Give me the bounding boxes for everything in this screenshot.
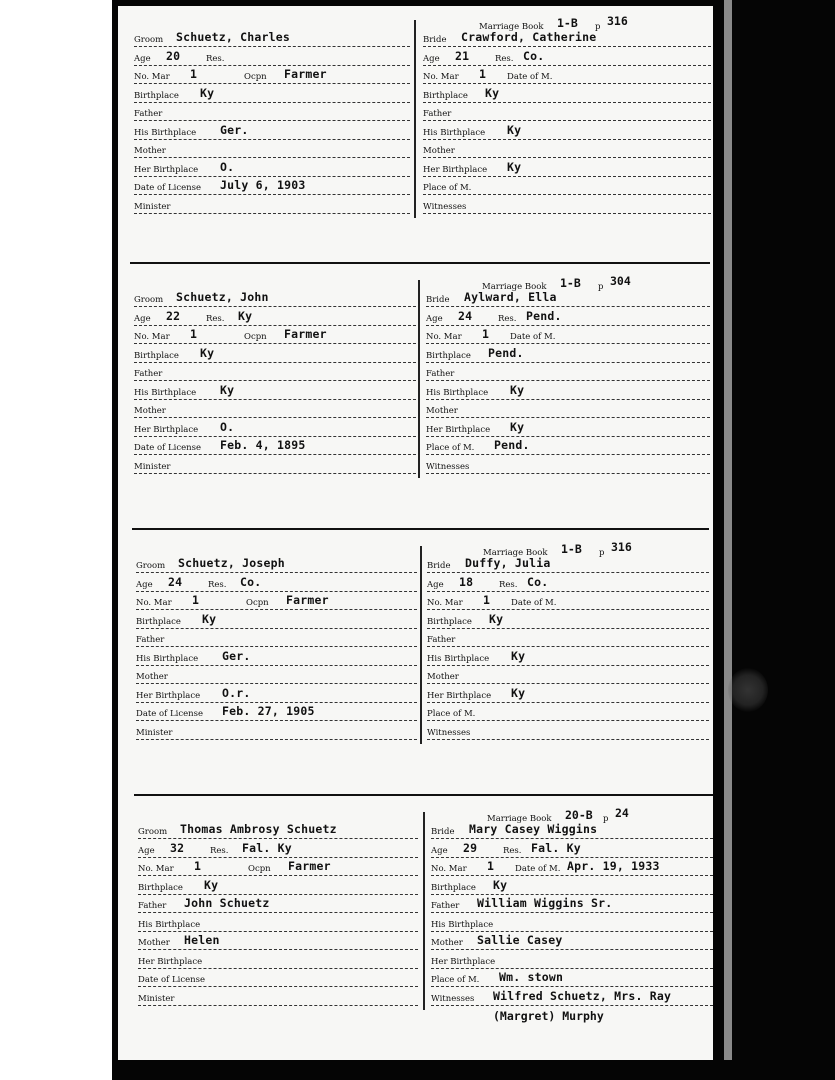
bride-no-mar-label: No. Mar [431, 864, 467, 874]
groom-father-label: Father [136, 635, 165, 645]
bride-place-of-m-label: Place of M. [427, 709, 476, 719]
groom-birthplace-value: Ky [204, 877, 219, 892]
groom-mother-row [136, 665, 417, 684]
page-label: p [603, 814, 609, 824]
bride-witnesses-row [426, 455, 710, 474]
bride-no-mar-row [427, 591, 709, 610]
groom-birthplace-row [134, 344, 416, 363]
groom-his-birthplace-label: His Birthplace [134, 387, 197, 398]
bride-age-value: 24 [458, 308, 473, 323]
groom-no-mar-value: 1 [192, 593, 200, 607]
bride-birthplace-value: Ky [489, 611, 504, 626]
bride-bride-value: Crawford, Catherine [461, 30, 597, 44]
bride-age-row [431, 839, 713, 858]
groom-age-label: Age [134, 313, 151, 324]
groom-father-row [134, 362, 416, 381]
groom-date-of-license-row [134, 436, 416, 455]
groom-no-mar-value: 1 [190, 327, 198, 341]
bride-witnesses-row [423, 195, 711, 214]
groom-mother-label: Mother [138, 938, 170, 948]
column-divider [414, 20, 416, 218]
bride-place-of-m-label: Place of M. [426, 443, 475, 453]
marriage-record-card [118, 262, 713, 528]
groom-no-mar-row [138, 857, 418, 876]
bride-his-birthplace-label: His Birthplace [426, 387, 489, 398]
bride-witnesses-label: Witnesses [431, 993, 475, 1004]
groom-his-birthplace-label: His Birthplace [134, 127, 197, 138]
bride-age-row [423, 47, 711, 66]
bride-no-mar-value: 1 [483, 593, 491, 607]
bride-father-row [426, 362, 710, 381]
groom-groom-label: Groom [134, 35, 164, 45]
bride-witnesses-row [431, 987, 713, 1006]
bride-age-value: 29 [463, 840, 478, 855]
groom-groom-value: Schuetz, John [176, 290, 269, 304]
groom-minister-row [134, 455, 416, 474]
bride-place-of-m-value: Pend. [494, 438, 530, 452]
bride-his-birthplace-value: Ky [507, 122, 522, 137]
groom-his-birthplace-label: His Birthplace [138, 919, 201, 930]
groom-birthplace-label: Birthplace [134, 350, 179, 361]
bride-mother-row [426, 399, 710, 418]
bride-his-birthplace-label: His Birthplace [423, 127, 486, 138]
bride-bride-row [431, 820, 713, 839]
bride-father-value: William Wiggins Sr. [477, 896, 613, 910]
document-page [118, 6, 713, 1060]
bride-witnesses-value: Wilfred Schuetz, Mrs. Ray [493, 988, 672, 1003]
groom-her-birthplace-value: O.r. [222, 685, 251, 700]
groom-age-label: Age [134, 53, 151, 64]
bride-father-label: Father [431, 901, 460, 911]
groom-her-birthplace-value: O. [220, 159, 235, 174]
groom-his-birthplace-row [134, 381, 416, 400]
groom-no-mar-row [136, 591, 417, 610]
groom-birthplace-value: Ky [200, 345, 215, 360]
bride-mother-label: Mother [427, 672, 459, 682]
bride-his-birthplace-row [431, 913, 713, 932]
bride-birthplace-label: Birthplace [423, 90, 468, 101]
bride-date-of-m-label: Date of M. [507, 72, 553, 82]
bride-res-label: Res. [503, 845, 522, 856]
bride-bride-label: Bride [423, 35, 447, 45]
marriage-record-card [118, 794, 713, 1060]
frame-bottom [112, 1060, 835, 1080]
groom-date-of-license-label: Date of License [134, 183, 202, 193]
groom-birthplace-value: Ky [200, 85, 215, 100]
bride-no-mar-value: 1 [482, 327, 490, 341]
groom-res-value: Co. [240, 574, 262, 589]
groom-groom-row [136, 554, 417, 573]
groom-date-of-license-label: Date of License [138, 975, 206, 985]
bride-her-birthplace-value: Ky [511, 685, 526, 700]
groom-his-birthplace-label: His Birthplace [136, 653, 199, 664]
bride-age-row [426, 307, 710, 326]
marriage-book-label: Marriage Book [487, 814, 552, 824]
groom-date-of-license-value: July 6, 1903 [220, 178, 306, 192]
bride-birthplace-label: Birthplace [427, 616, 472, 627]
bride-bride-label: Bride [426, 295, 450, 305]
bride-bride-row [427, 554, 709, 573]
bride-no-mar-value: 1 [487, 859, 495, 873]
groom-no-mar-row [134, 65, 410, 84]
column-divider [418, 280, 420, 478]
page-value: 24 [615, 806, 629, 820]
bride-her-birthplace-row [423, 158, 711, 177]
bride-date-of-m-value: Apr. 19, 1933 [567, 859, 660, 873]
bride-age-label: Age [426, 313, 443, 324]
groom-date-of-license-value: Feb. 27, 1905 [222, 704, 315, 718]
bride-no-mar-row [423, 65, 711, 84]
groom-date-of-license-label: Date of License [136, 709, 204, 719]
groom-age-value: 32 [170, 840, 185, 855]
groom-ocpn-value: Farmer [288, 859, 331, 873]
groom-no-mar-row [134, 325, 416, 344]
card-divider [134, 794, 713, 796]
groom-her-birthplace-label: Her Birthplace [134, 424, 199, 435]
groom-father-row [134, 102, 410, 121]
bride-res-label: Res. [495, 53, 514, 64]
groom-groom-value: Thomas Ambrosy Schuetz [180, 822, 337, 836]
bride-date-of-m-label: Date of M. [511, 598, 557, 608]
page-label: p [599, 548, 605, 558]
groom-groom-row [134, 28, 410, 47]
groom-age-value: 20 [166, 48, 181, 63]
groom-ocpn-value: Farmer [286, 593, 329, 607]
bride-no-mar-row [426, 325, 710, 344]
bride-father-label: Father [423, 109, 452, 119]
bride-mother-row [431, 931, 713, 950]
groom-res-label: Res. [206, 313, 225, 324]
bride-birthplace-label: Birthplace [426, 350, 471, 361]
column-divider [420, 546, 422, 744]
bride-birthplace-value: Pend. [488, 345, 524, 360]
bride-her-birthplace-label: Her Birthplace [431, 956, 496, 967]
groom-minister-label: Minister [134, 461, 171, 472]
groom-birthplace-row [136, 610, 417, 629]
bride-mother-label: Mother [431, 938, 463, 948]
groom-no-mar-label: No. Mar [136, 598, 172, 608]
page-value: 316 [607, 14, 628, 28]
marriage-book-label: Marriage Book [482, 282, 547, 292]
bride-his-birthplace-value: Ky [510, 382, 525, 397]
groom-ocpn-value: Farmer [284, 67, 327, 81]
marriage-book-value: 20-B [565, 808, 593, 822]
groom-age-row [138, 839, 418, 858]
groom-minister-row [138, 987, 418, 1006]
column-divider [423, 812, 425, 1010]
groom-no-mar-label: No. Mar [134, 72, 170, 82]
bride-mother-label: Mother [426, 406, 458, 416]
bride-his-birthplace-row [426, 381, 710, 400]
groom-birthplace-row [134, 84, 410, 103]
groom-res-label: Res. [210, 845, 229, 856]
groom-age-label: Age [138, 845, 155, 856]
bride-bride-value: Duffy, Julia [465, 556, 551, 570]
bride-place-of-m-row [431, 968, 713, 987]
groom-groom-label: Groom [138, 827, 168, 837]
groom-minister-row [134, 195, 410, 214]
bride-her-birthplace-label: Her Birthplace [427, 690, 492, 701]
bride-bride-value: Mary Casey Wiggins [469, 822, 598, 836]
bride-his-birthplace-label: His Birthplace [427, 653, 490, 664]
groom-her-birthplace-label: Her Birthplace [138, 956, 203, 967]
bride-date-of-m-label: Date of M. [510, 332, 556, 342]
groom-his-birthplace-row [134, 121, 410, 140]
groom-date-of-license-row [136, 702, 417, 721]
card-divider [132, 528, 709, 530]
bride-witnesses-row [427, 721, 709, 740]
groom-groom-label: Groom [134, 295, 164, 305]
groom-date-of-license-row [138, 968, 418, 987]
bride-no-mar-label: No. Mar [423, 72, 459, 82]
groom-mother-label: Mother [134, 146, 166, 156]
groom-father-value: John Schuetz [184, 896, 270, 910]
bride-age-row [427, 573, 709, 592]
groom-ocpn-label: Ocpn [244, 72, 267, 82]
groom-age-value: 24 [168, 574, 183, 589]
groom-groom-row [134, 288, 416, 307]
groom-minister-row [136, 721, 417, 740]
groom-mother-label: Mother [136, 672, 168, 682]
page-label: p [595, 22, 601, 32]
bride-res-value: Co. [527, 574, 549, 589]
groom-res-label: Res. [206, 53, 225, 64]
right-shadow [724, 0, 732, 1060]
groom-ocpn-value: Farmer [284, 327, 327, 341]
groom-no-mar-value: 1 [190, 67, 198, 81]
groom-mother-row [134, 399, 416, 418]
groom-date-of-license-label: Date of License [134, 443, 202, 453]
bride-res-value: Pend. [526, 308, 562, 323]
groom-mother-row [134, 139, 410, 158]
bride-age-value: 18 [459, 574, 474, 589]
groom-no-mar-value: 1 [194, 859, 202, 873]
bride-mother-label: Mother [423, 146, 455, 156]
groom-res-label: Res. [208, 579, 227, 590]
groom-father-row [138, 894, 418, 913]
bride-age-label: Age [431, 845, 448, 856]
bride-res-label: Res. [498, 313, 517, 324]
groom-ocpn-label: Ocpn [248, 864, 271, 874]
bride-place-of-m-row [427, 702, 709, 721]
bride-birthplace-label: Birthplace [431, 882, 476, 893]
groom-father-label: Father [134, 109, 163, 119]
bride-place-of-m-label: Place of M. [431, 975, 480, 985]
groom-age-row [134, 47, 410, 66]
groom-groom-value: Schuetz, Joseph [178, 556, 285, 570]
bride-birthplace-row [423, 84, 711, 103]
groom-date-of-license-row [134, 176, 410, 195]
marriage-book-value: 1-B [560, 276, 581, 290]
groom-birthplace-value: Ky [202, 611, 217, 626]
groom-her-birthplace-row [138, 950, 418, 969]
bride-father-row [423, 102, 711, 121]
bride-birthplace-value: Ky [485, 85, 500, 100]
groom-groom-value: Schuetz, Charles [176, 30, 290, 44]
groom-birthplace-label: Birthplace [134, 90, 179, 101]
bride-his-birthplace-row [423, 121, 711, 140]
groom-no-mar-label: No. Mar [134, 332, 170, 342]
bride-father-label: Father [426, 369, 455, 379]
bride-bride-value: Aylward, Ella [464, 290, 557, 304]
bride-age-label: Age [423, 53, 440, 64]
groom-no-mar-label: No. Mar [138, 864, 174, 874]
bride-place-of-m-label: Place of M. [423, 183, 472, 193]
groom-mother-row [138, 931, 418, 950]
bride-his-birthplace-label: His Birthplace [431, 919, 494, 930]
page-value: 304 [610, 274, 631, 288]
bride-no-mar-row [431, 857, 713, 876]
smudge [728, 668, 768, 712]
bride-father-row [427, 628, 709, 647]
bride-res-value: Co. [523, 48, 545, 63]
bride-mother-value: Sallie Casey [477, 933, 563, 947]
bride-bride-label: Bride [427, 561, 451, 571]
bride-bride-row [426, 288, 710, 307]
groom-her-birthplace-row [134, 418, 416, 437]
marriage-record-card [118, 12, 713, 278]
groom-minister-label: Minister [134, 201, 171, 212]
bride-no-mar-value: 1 [479, 67, 487, 81]
groom-age-label: Age [136, 579, 153, 590]
bride-her-birthplace-value: Ky [510, 419, 525, 434]
bride-witnesses-continued: (Margret) Murphy [493, 1009, 604, 1023]
groom-birthplace-row [138, 876, 418, 895]
groom-res-value: Ky [238, 308, 253, 323]
groom-groom-label: Groom [136, 561, 166, 571]
bride-his-birthplace-row [427, 647, 709, 666]
bride-witnesses-label: Witnesses [423, 201, 467, 212]
groom-her-birthplace-row [136, 684, 417, 703]
bride-witnesses-label: Witnesses [427, 727, 471, 738]
groom-minister-label: Minister [138, 993, 175, 1004]
bride-res-value: Fal. Ky [531, 840, 581, 855]
bride-no-mar-label: No. Mar [427, 598, 463, 608]
bride-place-of-m-row [426, 436, 710, 455]
bride-her-birthplace-label: Her Birthplace [423, 164, 488, 175]
marriage-book-value: 1-B [557, 16, 578, 30]
bride-witnesses-label: Witnesses [426, 461, 470, 472]
groom-groom-row [138, 820, 418, 839]
groom-his-birthplace-value: Ger. [222, 648, 251, 663]
groom-his-birthplace-value: Ky [220, 382, 235, 397]
bride-her-birthplace-row [431, 950, 713, 969]
bride-age-value: 21 [455, 48, 470, 63]
groom-her-birthplace-label: Her Birthplace [134, 164, 199, 175]
marriage-book-value: 1-B [561, 542, 582, 556]
groom-minister-label: Minister [136, 727, 173, 738]
bride-place-of-m-value: Wm. stown [499, 970, 564, 984]
bride-no-mar-label: No. Mar [426, 332, 462, 342]
groom-her-birthplace-row [134, 158, 410, 177]
page-value: 316 [611, 540, 632, 554]
groom-father-row [136, 628, 417, 647]
groom-mother-label: Mother [134, 406, 166, 416]
bride-birthplace-row [427, 610, 709, 629]
groom-date-of-license-value: Feb. 4, 1895 [220, 438, 306, 452]
groom-his-birthplace-row [136, 647, 417, 666]
groom-his-birthplace-value: Ger. [220, 122, 249, 137]
groom-mother-value: Helen [184, 933, 220, 947]
groom-age-value: 22 [166, 308, 181, 323]
bride-his-birthplace-value: Ky [511, 648, 526, 663]
bride-res-label: Res. [499, 579, 518, 590]
bride-her-birthplace-value: Ky [507, 159, 522, 174]
groom-birthplace-label: Birthplace [138, 882, 183, 893]
groom-his-birthplace-row [138, 913, 418, 932]
groom-her-birthplace-label: Her Birthplace [136, 690, 201, 701]
bride-birthplace-value: Ky [493, 877, 508, 892]
bride-birthplace-row [426, 344, 710, 363]
bride-age-label: Age [427, 579, 444, 590]
groom-age-row [136, 573, 417, 592]
card-divider [130, 262, 710, 264]
bride-place-of-m-row [423, 176, 711, 195]
marriage-book-label: Marriage Book [483, 548, 548, 558]
groom-ocpn-label: Ocpn [246, 598, 269, 608]
bride-bride-row [423, 28, 711, 47]
marriage-record-card [118, 528, 713, 794]
bride-mother-row [423, 139, 711, 158]
groom-res-value: Fal. Ky [242, 840, 292, 855]
bride-father-label: Father [427, 635, 456, 645]
bride-her-birthplace-row [426, 418, 710, 437]
groom-father-label: Father [138, 901, 167, 911]
bride-date-of-m-label: Date of M. [515, 864, 561, 874]
groom-father-label: Father [134, 369, 163, 379]
groom-age-row [134, 307, 416, 326]
bride-her-birthplace-label: Her Birthplace [426, 424, 491, 435]
groom-ocpn-label: Ocpn [244, 332, 267, 342]
page-label: p [598, 282, 604, 292]
marriage-book-label: Marriage Book [479, 22, 544, 32]
bride-mother-row [427, 665, 709, 684]
bride-bride-label: Bride [431, 827, 455, 837]
bride-her-birthplace-row [427, 684, 709, 703]
groom-birthplace-label: Birthplace [136, 616, 181, 627]
bride-birthplace-row [431, 876, 713, 895]
groom-her-birthplace-value: O. [220, 419, 235, 434]
bride-father-row [431, 894, 713, 913]
